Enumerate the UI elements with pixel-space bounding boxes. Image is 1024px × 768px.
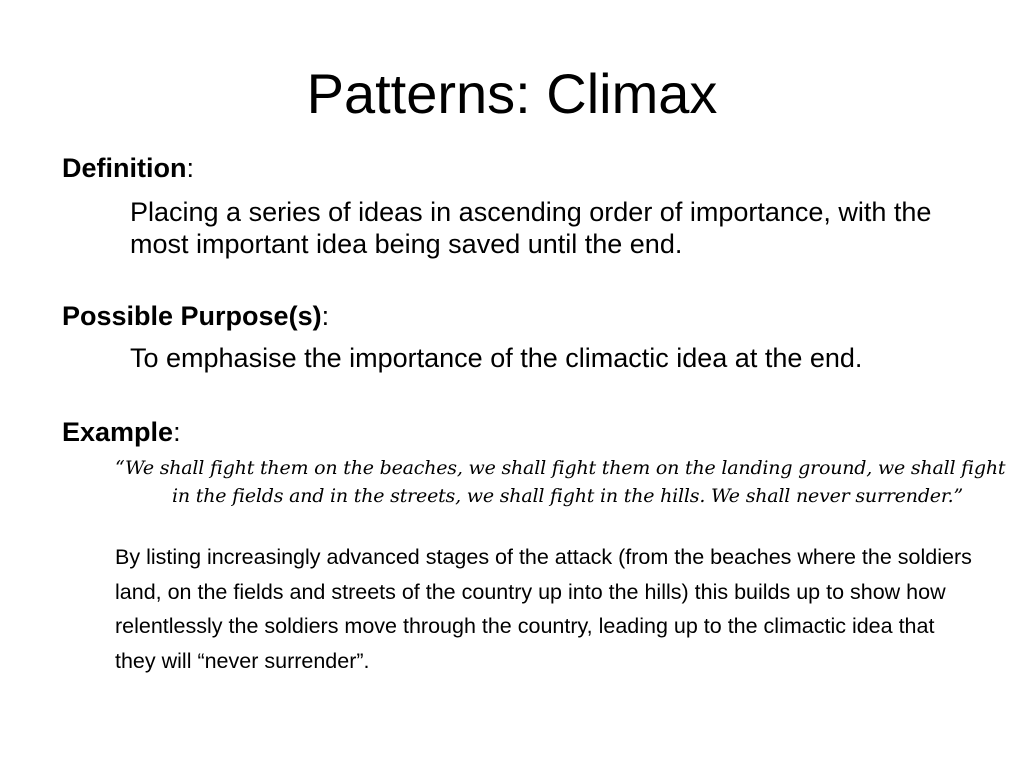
- example-label: Example: [62, 417, 174, 447]
- definition-text: Placing a series of ideas in ascending order of importance, with the most important idea being saved until the end.: [130, 197, 932, 259]
- purpose-heading: [62, 300, 329, 332]
- purpose-text: To emphasise the importance of the climactic idea at the end.: [130, 343, 863, 373]
- example-colon: :: [173, 417, 181, 447]
- definition-label: Definition: [62, 153, 187, 183]
- purpose-label: Possible Purpose(s): [62, 301, 322, 331]
- example-heading: [62, 416, 181, 448]
- definition-colon: :: [186, 153, 194, 183]
- slide-title: Patterns: Climax: [306, 62, 718, 125]
- example-quote: “We shall fight them on the beaches, we shall fight them on the landing ground, we shall fight in the fields and in the streets, we shall fight in the hills. We shall never surrender.”: [115, 457, 1006, 507]
- example-analysis: By listing increasingly advanced stages of the attack (from the beaches where the soldiers land, on the fields and streets of the country up into the hills) this builds up to show how relentlessly the soldiers move through the country, leading up to the climactic idea that they will “never surrender”.: [115, 545, 972, 673]
- purpose-colon: :: [321, 301, 330, 331]
- definition-heading: [62, 152, 194, 184]
